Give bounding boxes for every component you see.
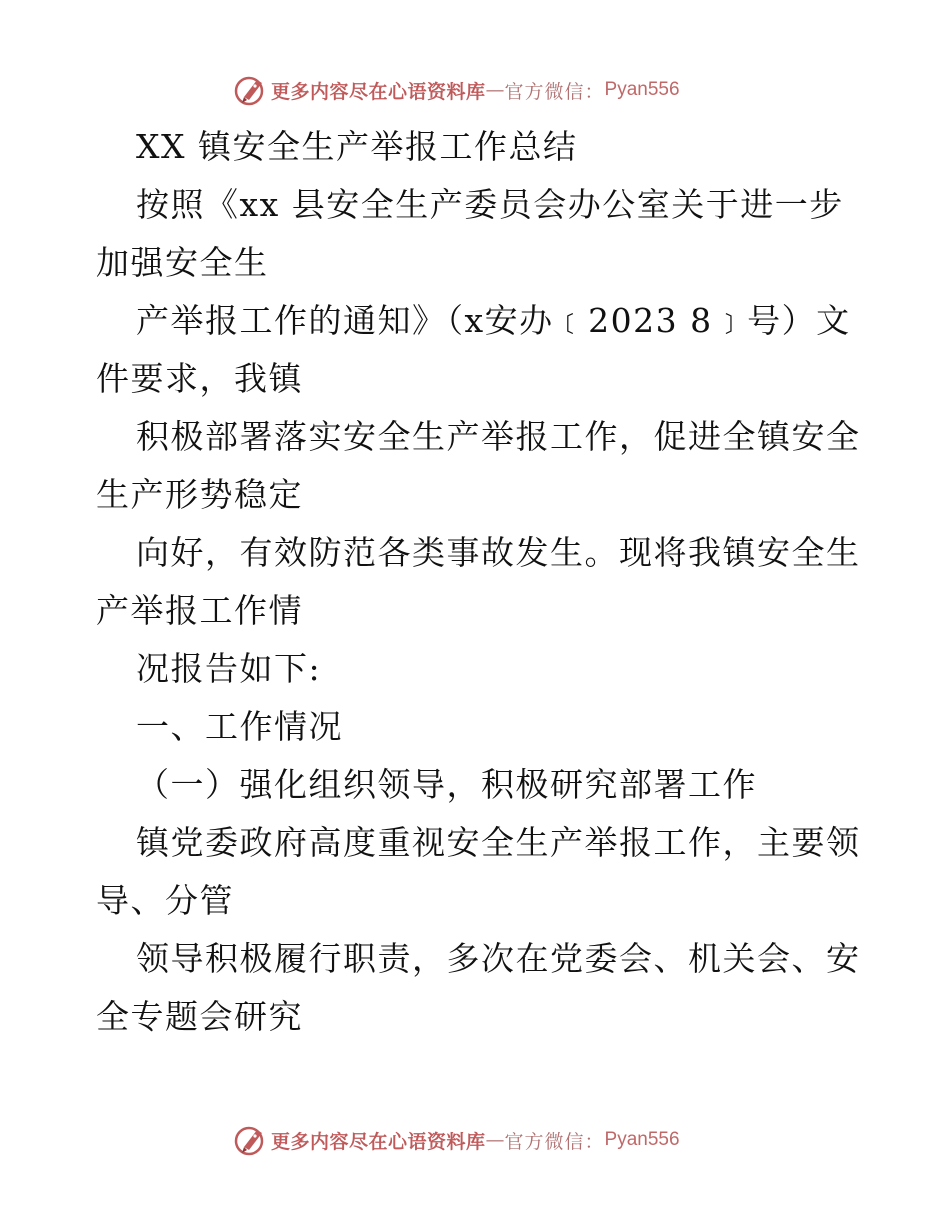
paragraph-line: 件要求，我镇 xyxy=(96,359,303,398)
paragraph-line: 镇党委政府高度重视安全生产举报工作，主要领 xyxy=(136,823,861,862)
paragraph-line: 导、分管 xyxy=(96,881,234,920)
watermark-brand: 更多内容尽在心语资料库 xyxy=(271,1130,486,1153)
pen-nib-circle-icon xyxy=(233,72,269,108)
watermark-footer xyxy=(233,1122,680,1158)
paragraph-line: 全专题会研究 xyxy=(96,997,303,1036)
paragraph-line: 按照《xx 县安全生产委员会办公室关于进一步 xyxy=(136,185,844,224)
watermark-official-label: 官方微信： xyxy=(504,1130,605,1153)
paragraph-line: 领导积极履行职责，多次在党委会、机关会、安 xyxy=(136,939,861,978)
document-title: XX 镇安全生产举报工作总结 xyxy=(136,127,578,166)
paragraph-line: 加强安全生 xyxy=(96,243,269,282)
watermark-separator: — xyxy=(485,79,505,101)
paragraph-line: 生产形势稳定 xyxy=(96,475,303,514)
subsection-heading: （一）强化组织领导，积极研究部署工作 xyxy=(136,765,757,804)
watermark-brand: 更多内容尽在心语资料库 xyxy=(271,80,486,103)
paragraph-line: 产举报工作的通知》（x安办﹝2023 8﹞号）文 xyxy=(136,301,851,340)
watermark-wechat-id: Pyan556 xyxy=(604,1129,680,1150)
watermark-official-label: 官方微信： xyxy=(504,80,605,103)
watermark-separator: — xyxy=(485,1129,505,1151)
pen-nib-circle-icon xyxy=(233,1122,269,1158)
section-heading: 一、工作情况 xyxy=(136,707,343,746)
document-body xyxy=(96,118,861,1046)
paragraph-line: 积极部署落实安全生产举报工作，促进全镇安全 xyxy=(136,417,861,456)
paragraph-line: 产举报工作情 xyxy=(96,591,303,630)
watermark-header xyxy=(233,72,680,108)
watermark-wechat-id: Pyan556 xyxy=(604,79,680,100)
paragraph-line: 向好，有效防范各类事故发生。现将我镇安全生 xyxy=(136,533,861,572)
paragraph-line: 况报告如下: xyxy=(136,649,322,688)
